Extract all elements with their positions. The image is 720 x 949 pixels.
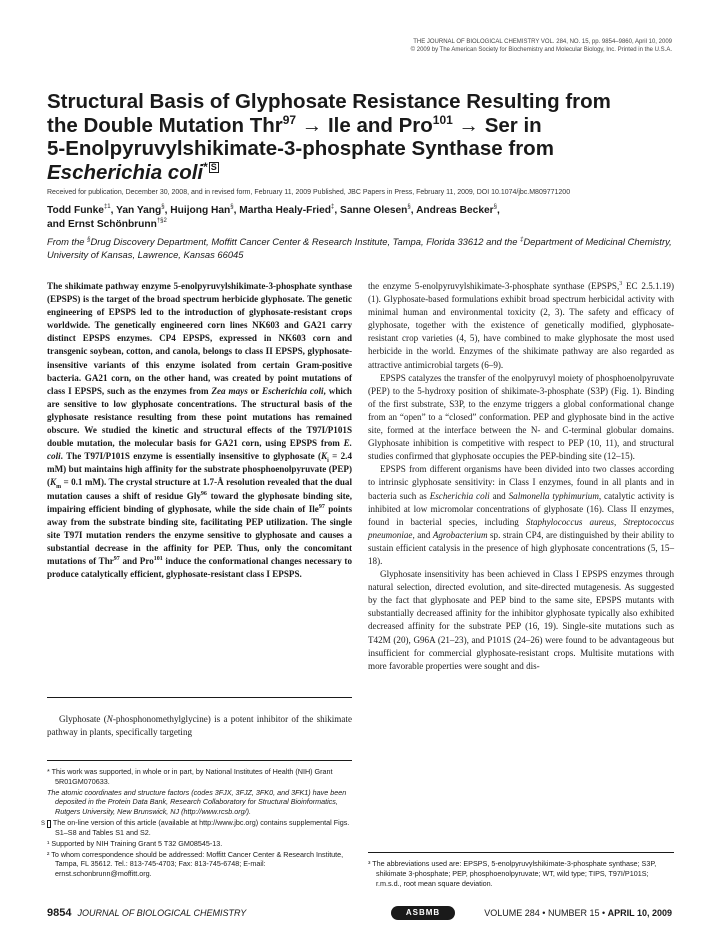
right-column [368, 280, 674, 673]
volume-issue: VOLUME 284 • NUMBER 15 • [484, 908, 606, 918]
journal-running-header [252, 38, 672, 54]
intro-paragraph: Glyphosate (N-phosphonomethylglycine) is a potent inhibitor of the shikimate pathway in plants, specifically targeting [47, 714, 352, 737]
asbmb-logo: ASBMB [391, 906, 455, 920]
author-affiliations: From the §Drug Discovery Department, Moffitt Cancer Center & Research Institute, Tampa, Florida 33612 and the ‡Department of Medicinal Chemistry, University of Kansas, Lawrence, Kansas 66045 [47, 236, 672, 260]
footnotes-left [41, 760, 352, 880]
footnotes-right [368, 852, 674, 888]
page-number: 9854 [47, 907, 72, 919]
article-title: Structural Basis of Glyphosate Resistance Resulting from the Double Mutation Thr$^{97}$ → Ile and Pro$^{101}$ → Ser in 5-Enolpyruvylshikimate-3-phosphate Synthase from Escherichia coli* S [47, 90, 611, 184]
footnote-pdb: The atomic coordinates and structure factors (codes 3FJX, 3FJZ, 3FK0, and 3FK1) have been deposited in the Protein Data Bank, Research Collaboratory for Structural Bioinformatics, Rutgers University, New Brunswick, NJ (http://www.rcsb.org/). [47, 787, 347, 817]
supplemental-data-icon: S [210, 161, 217, 172]
publication-history: Received for publication, December 30, 2008, and in revised form, February 11, 2009 Published, JBC Papers in Press, February 11, 2009, DOI 10.1074/jbc.M809771200 [47, 189, 571, 196]
body-paragraph: EPSPS from different organisms have been divided into two classes according to intrinsic glyphosate sensitivity: in Class I enzymes, found in all plants and in bacteria such as Escherichia coli and Salmonella typhimurium, catalytic activity is inhibited at low micromolar concentrations of glyphosate (16). Class II enzymes, found in bacterial species, including Staphylococcus aureus, Streptococcus pneumoniae, and Agrobacterium sp. strain CP4, are distinguished by their ability to sustain efficient catalysis in the presence of high glyphosate concentrations (5, 15–18). [368, 464, 675, 566]
issue-date: APRIL 10, 2009 [607, 908, 672, 918]
supplemental-icon: S [47, 820, 51, 828]
page-footer-left [47, 907, 246, 919]
journal-citation-line: THE JOURNAL OF BIOLOGICAL CHEMISTRY VOL. 284, NO. 15, pp. 9854–9860, April 10, 2009 [413, 39, 672, 45]
footnote-funding: * This work was supported, in whole or in part, by National Institutes of Health (NIH) Grant 5R01GM070633. [47, 767, 333, 786]
body-paragraph: EPSPS catalyzes the transfer of the enolpyruvyl moiety of phosphoenolpyruvate (PEP) to the 5-hydroxy position of shikimate-3-phosphate (S3P) (Fig. 1). Binding of the first substrate, S3P, to the enzyme triggers a global conformational change from an “open” to a “closed” conformation. PEP and glyphosate bind in the active site, formed at the interface between the N- and C-terminal globular domains. Glyphosate inhibition is competitive with respect to PEP (10, 11), and structural studies confirmed that glyphosate occupies the PEP-binding site (12–15). [368, 372, 674, 462]
body-paragraph: the enzyme 5-enolpyruvylshikimate-3-phosphate synthase (EPSPS,$^3$ EC 2.5.1.19) (1). Glyphosate-based formulations exhibit broad spectrum herbicidal activity with minimal human and environmental toxicity (2, 3). The safety and efficacy of glyphosate, together with the existence of genetically modified, glyphosate-resistant crop varieties (4, 5), have combined to make glyphosate the most used herbicide in the world. Enzymes of the shikimate pathway are also regarded as attractive antimicrobial targets (6–9). [368, 280, 674, 370]
footnote-2: ² To whom correspondence should be addressed: Moffitt Cancer Center & Research Institute, Tampa, FL 35612. Tel.: 813-745-4703; Fax: 813-745-6748; E-mail: ernst.schonbrunn@moffitt.org. [47, 849, 344, 879]
body-paragraph: Glyphosate insensitivity has been achieved in Class I EPSPS enzymes through natural selection, directed evolution, and site-directed mutagenesis. As suggested by the fact that glyphosate and PEP bind to the same site, EPSPS mutants with substantially decreased affinity for the inhibitor glyphosate typically also exhibited decreased affinity for the substrate PEP (16, 19). Single-site mutations such as T42M (20), G96A (21–23), and P101S (24–26) were found to be advantageous but insufficient for commercial glyphosate-resistant crops. Multisite mutations with more favorable properties were sought and dis- [368, 569, 674, 671]
journal-name: JOURNAL OF BIOLOGICAL CHEMISTRY [77, 908, 247, 918]
footnote-1: ¹ Supported by NIH Training Grant 5 T32 GM08545-13. [47, 838, 223, 848]
footnote-3: ³ The abbreviations used are: EPSPS, 5-enolpyruvylshikimate-3-phosphate synthase; S3P, shikimate 3-phosphate; PEP, phosphoenolpyruvate; WT, wild type; TIPS, T97I/P101S; r.m.s.d., root mean square deviation. [368, 859, 657, 888]
copyright-line: © 2009 by The American Society for Biochemistry and Molecular Biology, Inc. Printed in the U.S.A. [410, 47, 672, 53]
page-footer-right [484, 908, 672, 918]
footnote-supplemental: S The on-line version of this article (available at http://www.jbc.org) contains supplemental Figs. S1–S8 and Tables S1 and S2. [41, 817, 350, 837]
author-list: Todd Funke$^{\ddagger 1}$, Yan Yang§, Huijong Han§, Martha Healy-Fried‡, Sanne Olesen§, Andreas Becker§, and Ernst Schönbrunn$^{\dagger\S 2}$ [47, 204, 500, 230]
abstract: The shikimate pathway enzyme 5-enolpyruvylshikimate-3-phosphate synthase (EPSPS) is the target of the broad spectrum herbicide glyphosate. The genetic engineering of EPSPS led to the introduction of glyphosate-resistant crops worldwide. The genetically engineered corn lines NK603 and GA21 carry distinct EPSPS enzymes. CP4 EPSPS, expressed in NK603 corn and transgenic soybean, cotton, and canola, belongs to class II EPSPS, glyphosate-insensitive variants of this enzyme isolated from certain Gram-positive bacteria. GA21 corn, on the other hand, was created by point mutations of class I EPSPS, such as the enzymes from Zea mays or Escherichia coli, which are sensitive to low glyphosate concentrations. The structural basis of the glyphosate resistance resulting from these point mutations has remained obscure. We studied the kinetic and structural effects of the T97I/P101S double mutation, the molecular basis for GA21 corn, using EPSPS from E. coli. The T97I/P101S enzyme is essentially insensitive to glyphosate ($K_i = 2.4$ mM) but maintains high affinity for the substrate phosphoenolpyruvate (PEP) ($K_m = 0.1$ mM). The crystal structure at 1.7-Å resolution revealed that the dual mutation causes a shift of residue Gly$^{96}$ toward the glyphosate binding site, impairing efficient binding of glyphosate, while the side chain of Ile$^{97}$ points away from the substrate binding site, facilitating PEP utilization. The single site T97I mutation renders the enzyme sensitive to glyphosate and causes a substantial decrease in the affinity for PEP. Thus, only the concomitant mutations of Thr$^{97}$ and Pro$^{101}$ induce the conformational changes necessary to produce catalytically efficient, glyphosate-resistant class I EPSPS. [47, 281, 352, 580]
abstract-divider [47, 697, 352, 698]
